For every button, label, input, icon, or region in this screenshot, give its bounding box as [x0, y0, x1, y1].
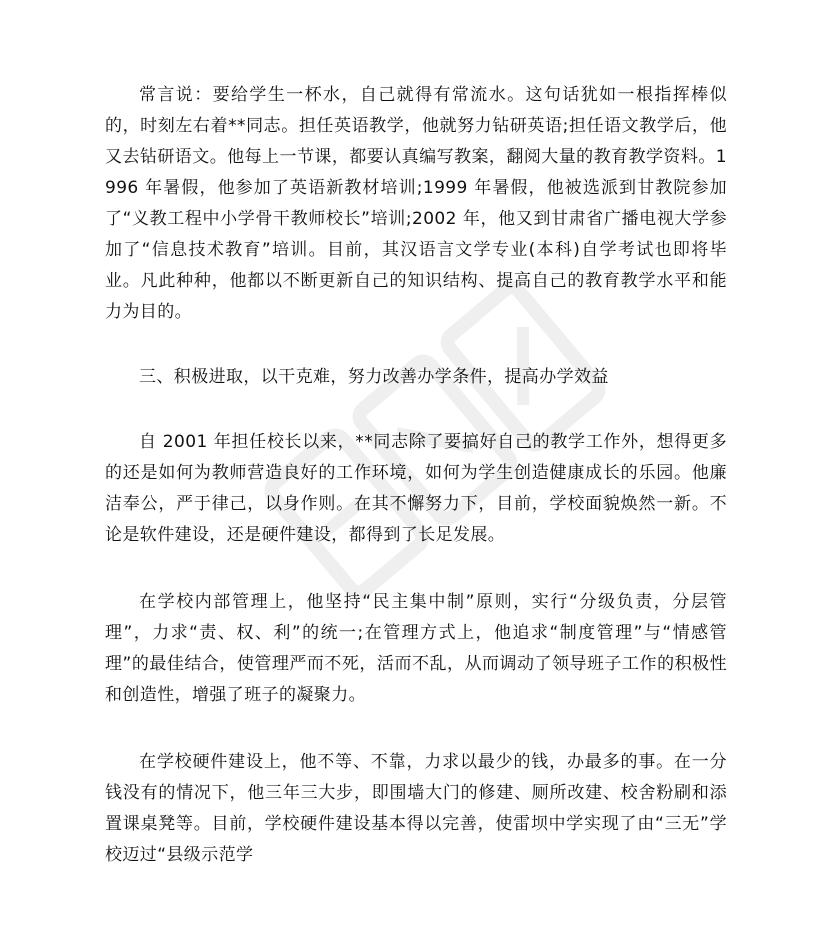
- paragraph-3: 在学校内部管理上，他坚持“民主集中制”原则，实行“分级负责，分层管理”，力求“责、权、利”的统一;在管理方式上，他追求“制度管理”与“情感管理”的最佳结合，使管理严而不死，活而不乱，从而调动了领导班子工作的积极性和创造性，增强了班子的凝聚力。: [105, 592, 727, 705]
- paragraph-2: 自 2001 年担任校长以来，**同志除了要搞好自己的教学工作外，想得更多的还是如何为教师营造良好的工作环境，如何为学生创造健康成长的乐园。他廉洁奉公，严于律己，以身作则。在其不懈努力下，目前，学校面貌焕然一新。不论是软件建设，还是硬件建设，都得到了长足发展。: [105, 432, 727, 545]
- section-heading: 三、积极进取，以干克难，努力改善办学条件，提高办学效益: [139, 367, 609, 387]
- paragraph-4: 在学校硬件建设上，他不等、不靠，力求以最少的钱，办最多的事。在一分钱没有的情况下，他三年三大步，即围墙大门的修建、厕所改建、校舍粉刷和添置课桌凳等。目前，学校硬件建设基本得以完善，使雷坝中学实现了由“三无”学校迈过“县级示范学: [105, 752, 727, 865]
- document-body: [105, 80, 727, 871]
- paragraph-1: 常言说：要给学生一杯水，自己就得有常流水。这句话犹如一根指挥棒似的，时刻左右着**同志。担任英语教学，他就努力钻研英语;担任语文教学后，他又去钻研语文。他每上一节课，都要认真编写教案，翻阅大量的教育教学资料。1996 年暑假，他参加了英语新教材培训;1999 年暑假，他被选派到甘教院参加了“义教工程中小学骨干教师校长”培训;2002 年，他又到甘肃省广播电视大学参加了“信息技术教育”培训。目前，其汉语言文学专业(本科)自学考试也即将毕业。凡此种种，他都以不断更新自己的知识结构、提高自己的教育教学水平和能力为目的。: [105, 85, 727, 322]
